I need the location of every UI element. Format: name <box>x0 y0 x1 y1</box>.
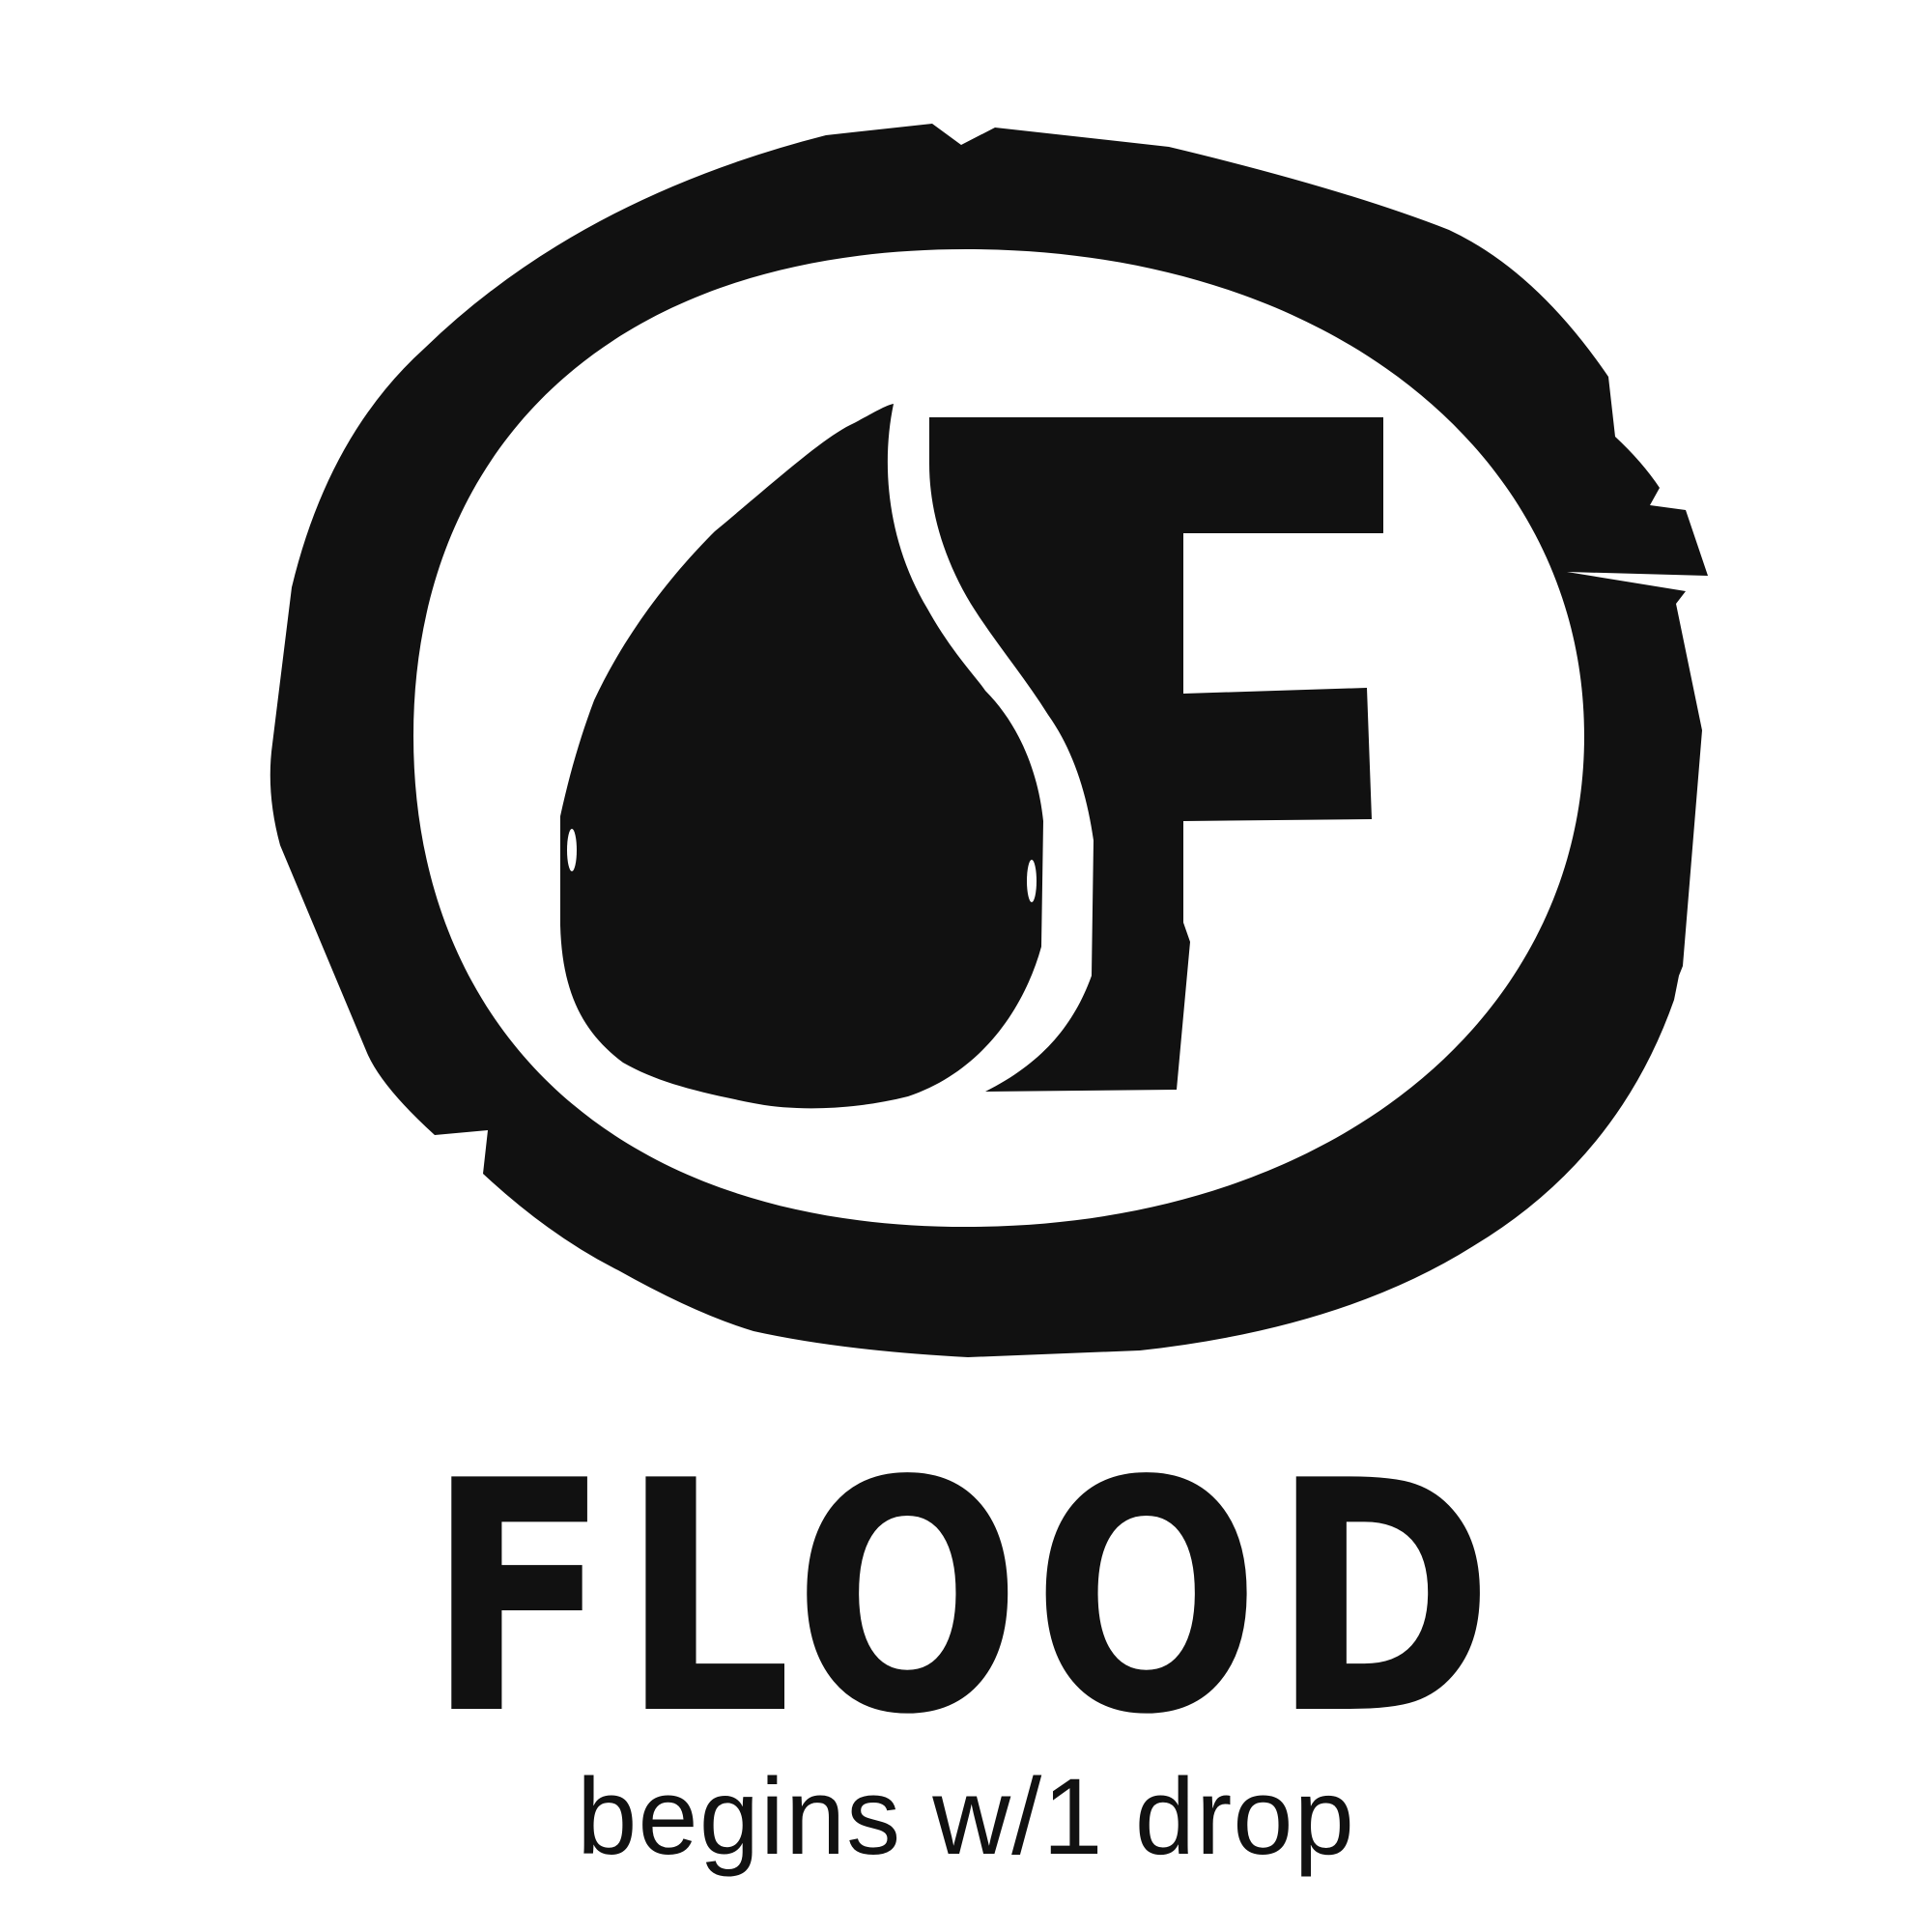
brand-title: FLOOD <box>426 1413 1506 1784</box>
drop-highlight-right <box>1027 860 1037 902</box>
brand-tagline: begins w/1 drop <box>577 1756 1355 1877</box>
drop-highlight <box>567 829 577 871</box>
f-stem-highlight <box>1077 869 1087 908</box>
